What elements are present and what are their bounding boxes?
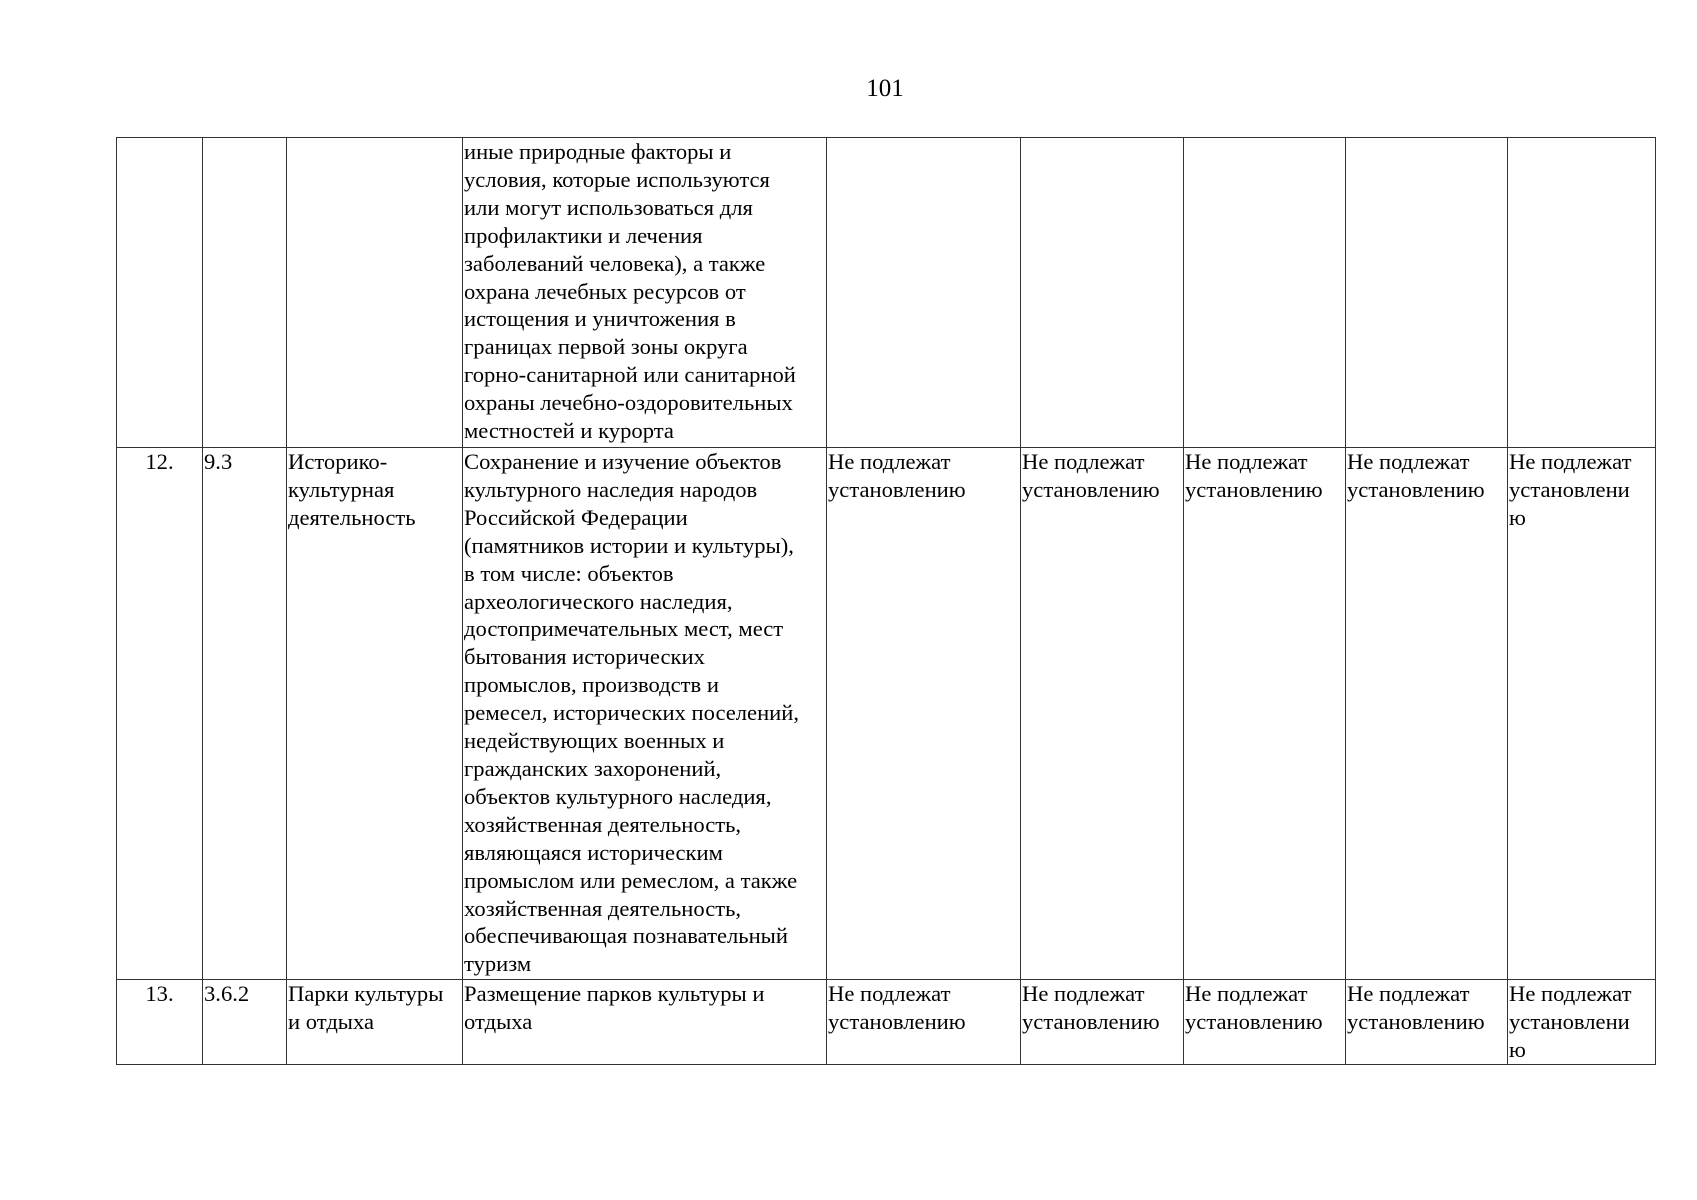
row-number-cell: 12. bbox=[117, 448, 203, 980]
table-row bbox=[117, 448, 1656, 980]
param-cell: Не подлежат установлению bbox=[1346, 980, 1508, 1065]
land-use-table bbox=[116, 137, 1656, 1065]
code-cell: 3.6.2 bbox=[203, 980, 287, 1065]
table-row bbox=[117, 138, 1656, 448]
param-cell bbox=[827, 138, 1021, 448]
param-cell: Не подлежат установлению bbox=[827, 448, 1021, 980]
param-cell: Не подлежат установлени ю bbox=[1508, 448, 1656, 980]
table-row bbox=[117, 980, 1656, 1065]
param-cell bbox=[1184, 138, 1346, 448]
param-cell: Не подлежат установлению bbox=[1184, 448, 1346, 980]
param-cell bbox=[1346, 138, 1508, 448]
row-number-cell: 13. bbox=[117, 980, 203, 1065]
code-cell bbox=[203, 138, 287, 448]
param-cell: Не подлежат установлению bbox=[827, 980, 1021, 1065]
row-number-cell bbox=[117, 138, 203, 448]
param-cell: Не подлежат установлению bbox=[1021, 980, 1184, 1065]
name-cell: Историко- культурная деятельность bbox=[287, 448, 463, 980]
param-cell: Не подлежат установлени ю bbox=[1508, 980, 1656, 1065]
name-cell: Парки культуры и отдыха bbox=[287, 980, 463, 1065]
name-cell bbox=[287, 138, 463, 448]
code-cell: 9.3 bbox=[203, 448, 287, 980]
page-number: 101 bbox=[866, 75, 904, 102]
param-cell: Не подлежат установлению bbox=[1021, 448, 1184, 980]
param-cell: Не подлежат установлению bbox=[1346, 448, 1508, 980]
param-cell bbox=[1021, 138, 1184, 448]
description-cell: Сохранение и изучение объектов культурного наследия народов Российской Федерации (памятников истории и культуры), в том числе: объектов археологического наследия, достопримечательных мест, мест бытования исторических промыслов, производств и ремесел, исторических поселений, недействующих военных и гражданских захоронений, объектов культурного наследия, хозяйственная деятельность, являющаяся историческим промыслом или ремеслом, а также хозяйственная деятельность, обеспечивающая познавательный туризм bbox=[463, 448, 827, 980]
param-cell: Не подлежат установлению bbox=[1184, 980, 1346, 1065]
description-cell: иные природные факторы и условия, которые используются или могут использоваться для профилактики и лечения заболеваний человека), а также охрана лечебных ресурсов от истощения и уничтожения в границах первой зоны округа горно-санитарной или санитарной охраны лечебно-оздоровительных местностей и курорта bbox=[463, 138, 827, 448]
description-cell: Размещение парков культуры и отдыха bbox=[463, 980, 827, 1065]
param-cell bbox=[1508, 138, 1656, 448]
